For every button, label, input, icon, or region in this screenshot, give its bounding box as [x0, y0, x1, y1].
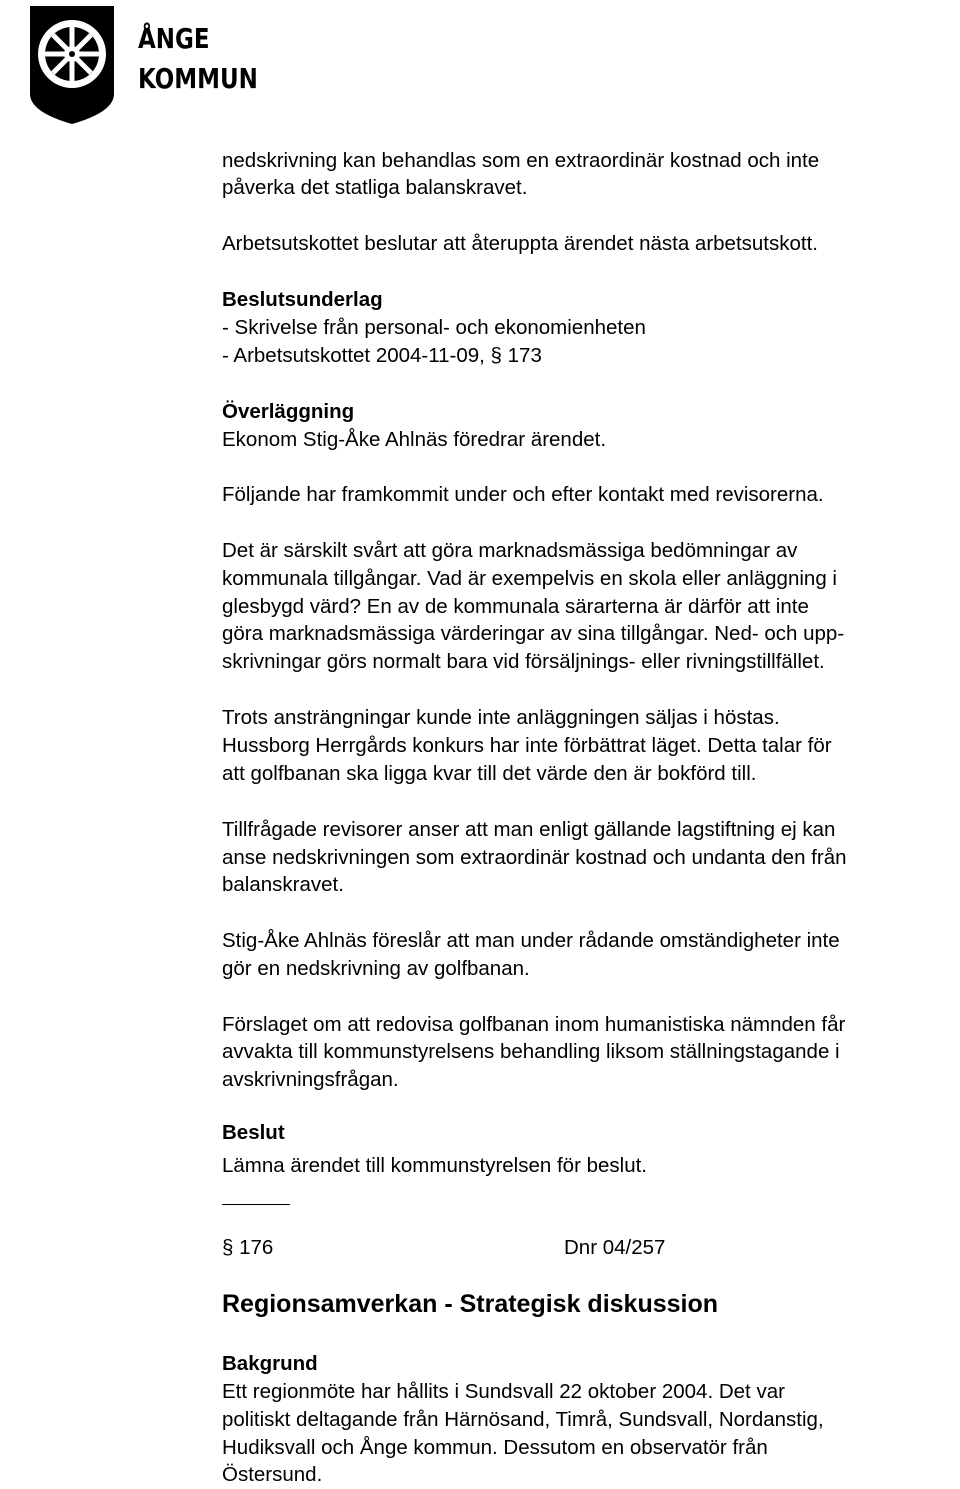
- text-line: Följande har framkommit under och efter kontakt med revisorerna.: [222, 483, 824, 506]
- logo-text-ange: ÅNGE: [138, 22, 210, 55]
- text-line: att golfbanan ska ligga kvar till det värde den är bokförd till.: [222, 762, 757, 785]
- text-line: påverka det statliga balanskravet.: [222, 176, 528, 199]
- text-line: nedskrivning kan behandlas som en extraordinär kostnad och inte: [222, 149, 820, 172]
- dnr-label: Dnr 04/257: [564, 1236, 666, 1259]
- section-heading-overlaggning: Överläggning: [222, 400, 355, 423]
- page-title: Regionsamverkan - Strategisk diskussion: [222, 1290, 719, 1318]
- text-line: glesbygd värd? En av de kommunala särarterna är därför att inte: [222, 595, 809, 618]
- text-line: göra marknadsmässiga värderingar av sina tillgångar. Ned- och upp-: [222, 622, 845, 645]
- logo-text-kommun: KOMMUN: [138, 62, 258, 95]
- text-line: Stig-Åke Ahlnäs föreslår att man under rådande omständigheter inte: [222, 929, 840, 952]
- text-line: Tillfrågade revisorer anser att man enligt gällande lagstiftning ej kan: [222, 818, 836, 841]
- text-line: avskrivningsfrågan.: [222, 1068, 399, 1091]
- section-heading-bakgrund: Bakgrund: [222, 1352, 318, 1375]
- text-line: Förslaget om att redovisa golfbanan inom humanistiska nämnden får: [222, 1013, 846, 1036]
- text-line: balanskravet.: [222, 873, 344, 896]
- list-item: - Arbetsutskottet 2004-11-09, § 173: [222, 344, 542, 367]
- text-line: Östersund.: [222, 1463, 323, 1486]
- text-line: kommunala tillgångar. Vad är exempelvis en skola eller anläggning i: [222, 567, 837, 590]
- text-line: Ett regionmöte har hållits i Sundsvall 22 oktober 2004. Det var: [222, 1380, 785, 1403]
- text-line: Hussborg Herrgårds konkurs har inte förbättrat läget. Detta talar för: [222, 734, 832, 757]
- section-divider: [222, 1204, 290, 1205]
- paragraph-number: § 176: [222, 1236, 274, 1259]
- text-line: gör en nedskrivning av golfbanan.: [222, 957, 530, 980]
- ange-kommun-wheel-shield-icon: [26, 2, 118, 126]
- text-line: Arbetsutskottet beslutar att återuppta ärendet nästa arbetsutskott.: [222, 232, 818, 255]
- list-item: - Skrivelse från personal- och ekonomienheten: [222, 316, 646, 339]
- text-line: politiskt deltagande från Härnösand, Timrå, Sundsvall, Nordanstig,: [222, 1408, 824, 1431]
- text-line: avvakta till kommunstyrelsens behandling liksom ställningstagande i: [222, 1040, 840, 1063]
- text-line: skrivningar görs normalt bara vid försäljnings- eller rivningstillfället.: [222, 650, 825, 673]
- text-line: Lämna ärendet till kommunstyrelsen för beslut.: [222, 1154, 648, 1177]
- text-line: Trots ansträngningar kunde inte anläggningen säljas i höstas.: [222, 706, 780, 729]
- text-line: Hudiksvall och Ånge kommun. Dessutom en observatör från: [222, 1436, 768, 1459]
- text-line: Det är särskilt svårt att göra marknadsmässiga bedömningar av: [222, 539, 798, 562]
- text-line: anse nedskrivningen som extraordinär kostnad och undanta den från: [222, 846, 847, 869]
- section-heading-beslutsunderlag: Beslutsunderlag: [222, 288, 383, 311]
- text-line: Ekonom Stig-Åke Ahlnäs föredrar ärendet.: [222, 428, 607, 451]
- section-heading-beslut: Beslut: [222, 1121, 285, 1144]
